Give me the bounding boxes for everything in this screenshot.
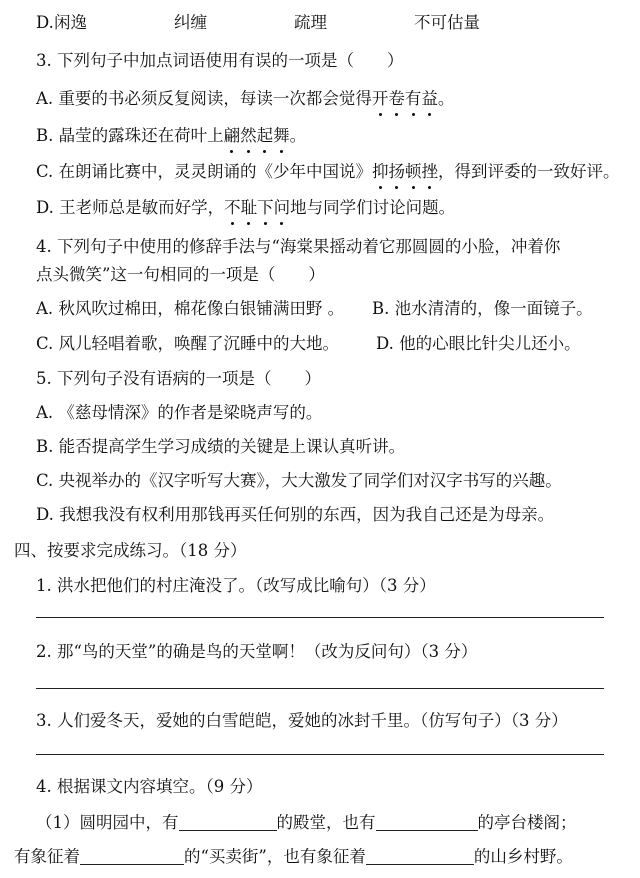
q5-option-d: D. 我想我没有权利用那钱再买任何别的东西，因为我自己还是为母亲。 (36, 505, 555, 524)
fill2-part1: 有象征着 (14, 847, 80, 866)
s4-q1: 1. 洪水把他们的村庄淹没了。（改写成比喻句）（3 分） (36, 576, 436, 595)
fill-line-1 (36, 812, 577, 834)
dotted-char: 开 (371, 89, 389, 108)
dotted-char: 起 (256, 126, 274, 145)
dotted-char: 顿 (405, 162, 422, 181)
dotted-char: 问 (273, 198, 291, 217)
q3-option-d (36, 197, 455, 219)
word-1: 闲逸 (54, 13, 87, 32)
dotted-char: 下 (257, 198, 274, 217)
q4-option-b: B. 池水清清的，像一面镜子。 (372, 299, 593, 318)
q3-c-end: ，得到评委的一致好评。 (438, 162, 620, 181)
q4-stem-line2: 点头微笑”这一句相同的一项是（ ） (36, 265, 325, 284)
section-heading: 四、按要求完成练习。（18 分） (14, 541, 247, 560)
dotted-char: 有 (404, 89, 422, 108)
q3-option-c (36, 161, 620, 183)
answer-line-2[interactable] (36, 688, 604, 689)
dotted-char: 耻 (240, 198, 258, 217)
word-4: 不可估量 (414, 13, 480, 32)
fill2-part3: 的山乡村野。 (473, 847, 573, 866)
q3-d-text: D. 王老师总是敏而好学， (36, 198, 225, 217)
dotted-char: 舞 (273, 126, 290, 145)
dotted-char: 翩 (223, 126, 241, 145)
fill-blank[interactable] (80, 848, 184, 865)
s4-q3: 3. 人们爱冬天，爱她的白雪皑皑，爱她的冰封千里。（仿写句子）（3 分） (36, 711, 568, 730)
fill-blank[interactable] (376, 814, 478, 831)
dotted-char: 抑 (372, 162, 389, 181)
q3-b-text: B. 晶莹的露珠还在荷叶上 (36, 126, 224, 145)
fill1-part2: 的殿堂，也有 (276, 813, 376, 832)
q4-option-c: C. 风儿轻唱着歌，唤醒了沉睡中的大地。 (36, 334, 340, 353)
fill1-part3: 的亭台楼阁； (477, 813, 577, 832)
dotted-char: 挫 (421, 162, 439, 181)
q5-option-a: A. 《慈母情深》的作者是梁晓声写的。 (36, 403, 323, 422)
fill1-part1: （1）圆明园中，有 (36, 813, 179, 832)
q4-option-d: D. 他的心眼比针尖儿还小。 (376, 334, 581, 353)
dotted-char: 益 (421, 89, 438, 108)
q5-stem: 5. 下列句子没有语病的一项是（ ） (36, 369, 321, 388)
q3-option-a (36, 88, 454, 110)
s4-q4: 4. 根据课文内容填空。（9 分） (36, 777, 263, 796)
q3-c-text: C. 在朗诵比赛中，灵灵朗诵的《少年中国说》 (36, 162, 373, 181)
q3-option-b (36, 125, 306, 147)
fill-line-2 (14, 846, 573, 868)
answer-line-3[interactable] (36, 754, 604, 755)
option-label: D. (36, 13, 54, 32)
dotted-char: 卷 (388, 89, 405, 108)
q4-option-a: A. 秋风吹过棉田，棉花像白银铺满田野 。 (36, 299, 345, 318)
answer-line-1[interactable] (36, 617, 604, 618)
q4-stem-line1: 4. 下列句子中使用的修辞手法与“海棠果摇动着它那圆圆的小脸，冲着你 (36, 237, 561, 256)
q3-b-end: 。 (289, 126, 307, 145)
fill-blank[interactable] (366, 848, 474, 865)
dotted-char: 扬 (388, 162, 406, 181)
q3-a-text: A. 重要的书必须反复阅读，每读一次都会觉得 (36, 89, 372, 108)
q3-d-end: 地与同学们讨论问题。 (290, 198, 456, 217)
q3-a-end: 。 (437, 89, 455, 108)
q5-option-b: B. 能否提高学生学习成绩的关键是上课认真听讲。 (36, 437, 406, 456)
dotted-char: 然 (240, 126, 257, 145)
word-3: 疏理 (294, 13, 327, 32)
word-2: 纠缠 (174, 13, 207, 32)
s4-q2: 2. 那“鸟的天堂”的确是鸟的天堂啊！（改为反问句）（3 分） (36, 642, 478, 661)
q5-option-c: C. 央视举办的《汉字听写大赛》，大大激发了同学们对汉字书写的兴趣。 (36, 471, 562, 490)
fill-blank[interactable] (179, 814, 277, 831)
fill2-part2: 的“买卖街”，也有象征着 (184, 847, 366, 866)
dotted-char: 不 (224, 198, 241, 217)
q3-stem: 3. 下列句子中加点词语使用有误的一项是（ ） (36, 51, 404, 70)
